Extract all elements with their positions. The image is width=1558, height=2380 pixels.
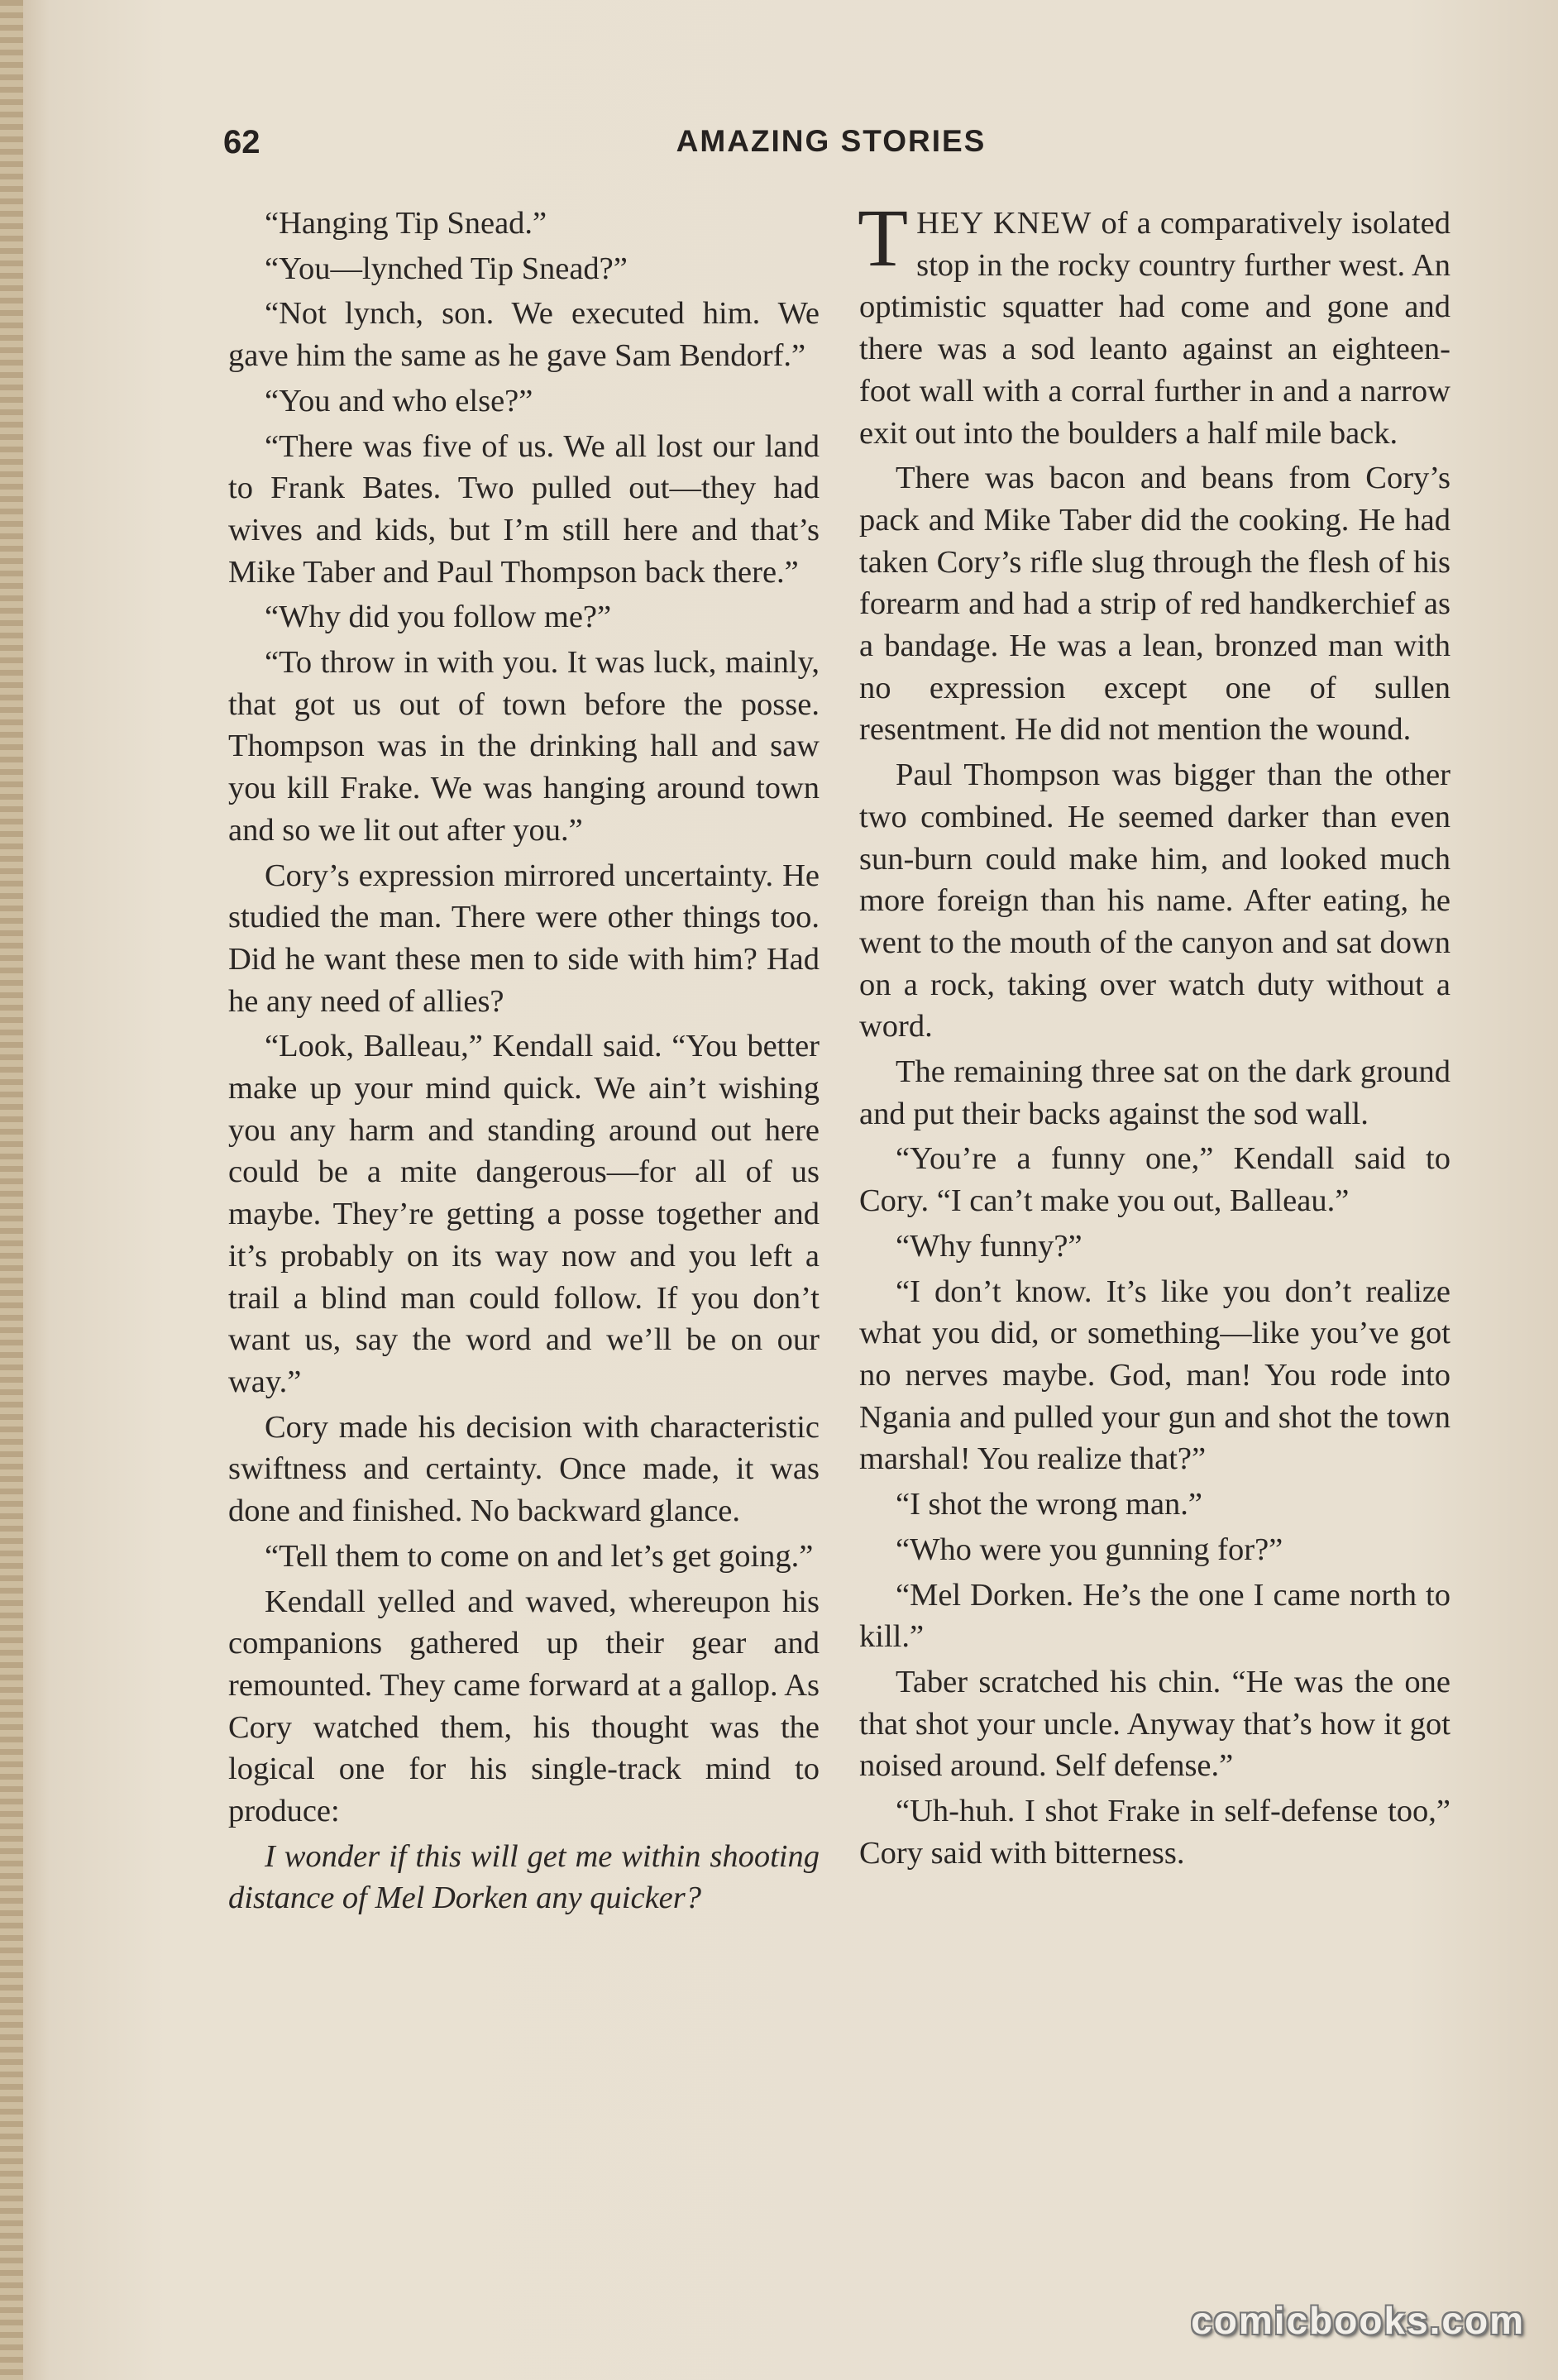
- paragraph: “Not lynch, son. We executed him. We gave him the same as he gave Sam Bendorf.”: [228, 296, 820, 374]
- paragraph: “Mel Dorken. He’s the one I came north to kill.”: [859, 1577, 1450, 1655]
- paragraph: Taber scratched his chin. “He was the one that shot your uncle. Anyway that’s how it got noised around. Self defense.”: [859, 1664, 1450, 1784]
- paragraph: The remaining three sat on the dark ground and put their backs against the sod wall.: [859, 1054, 1450, 1131]
- running-header: [223, 124, 1439, 174]
- paragraph: “Uh-huh. I shot Frake in self-defense too,” Cory said with bitterness.: [859, 1794, 1450, 1871]
- page-number: 62: [223, 124, 260, 160]
- paragraph: “I shot the wrong man.”: [896, 1487, 1202, 1522]
- paragraph: “Why funny?”: [896, 1228, 1082, 1264]
- paragraph: “Hanging Tip Snead.”: [265, 206, 547, 241]
- paragraph: “You—lynched Tip Snead?”: [265, 251, 628, 286]
- paragraph: “Why did you follow me?”: [265, 600, 612, 635]
- page-binding-edge: [0, 0, 23, 2380]
- paragraph: “You’re a funny one,” Kendall said to Cory. “I can’t make you out, Balleau.”: [859, 1141, 1450, 1219]
- paragraph: “Look, Balleau,” Kendall said. “You better make up your mind quick. We ain’t wishing you any harm and standing around out here could be a mite dangerous—for all of us maybe. They’re getting a posse together and it’s probably on its way now and you left a trail a blind man could follow. If you don’t want us, say the word and we’ll be on our way.”: [228, 1029, 820, 1399]
- paragraph: Paul Thompson was bigger than the other two combined. He seemed darker than even sun-burn could make him, and looked much more foreign than his name. After eating, he went to the mouth of the canyon and sat down on a rock, taking over watch duty without a word.: [859, 757, 1450, 1044]
- site-watermark: comicbooks.com: [1191, 2299, 1525, 2342]
- paragraph-thought: I wonder if this will get me within shooting distance of Mel Dorken any quicker?: [228, 1838, 820, 1916]
- paragraph: Kendall yelled and waved, whereupon his companions gathered up their gear and remounted. They came forward at a gallop. As Cory watched them, his thought was the logical one for his single-track mind to produce:: [228, 1584, 820, 1829]
- paragraph: Cory’s expression mirrored uncertainty. He studied the man. There were other things too. Did he want these men to side with him? Had he any need of allies?: [228, 858, 820, 1019]
- paragraph: “Who were you gunning for?”: [896, 1532, 1283, 1567]
- paragraph: Cory made his decision with characteristic swiftness and certainty. Once made, it was done and finished. No backward glance.: [228, 1409, 820, 1529]
- paragraph: “I don’t know. It’s like you don’t realize what you did, or something—like you’ve got no nerves maybe. God, man! You rode into Ngania and pulled your gun and shot the town marshal! You realize that?”: [859, 1274, 1450, 1477]
- left-column: [228, 203, 820, 1923]
- paragraph: There was bacon and beans from Cory’s pack and Mike Taber did the cooking. He had taken Cory’s rifle slug through the flesh of his forearm and had a strip of red handkerchief as a bandage. He was a lean, bronzed man with no expression except one of sullen resentment. He did not mention the wound.: [859, 461, 1450, 748]
- paragraph: “To throw in with you. It was luck, mainly, that got us out of town before the posse. Thompson was in the drinking hall and saw you kill Frake. We was hanging around town and so we lit out after you.”: [228, 645, 820, 848]
- magazine-title: AMAZING STORIES: [676, 124, 987, 158]
- paragraph: “You and who else?”: [265, 383, 533, 418]
- right-column: [858, 192, 1450, 1877]
- drop-cap: T: [858, 192, 909, 284]
- lead-in-caps: HEY KNEW: [916, 206, 1092, 241]
- section-opening-paragraph: [858, 192, 1450, 454]
- lead-in-text: of a comparatively isolated stop in the rocky country further west. An optimistic squatter had come and gone and there was a sod leanto against an eighteen-foot wall with a corral further in and a narrow exit out into the boulders a half mile back.: [859, 206, 1450, 451]
- paragraph: “Tell them to come on and let’s get going.”: [265, 1538, 814, 1574]
- paragraph: “There was five of us. We all lost our land to Frank Bates. Two pulled out—they had wives and kids, but I’m still here and that’s Mike Taber and Paul Thompson back there.”: [228, 428, 820, 590]
